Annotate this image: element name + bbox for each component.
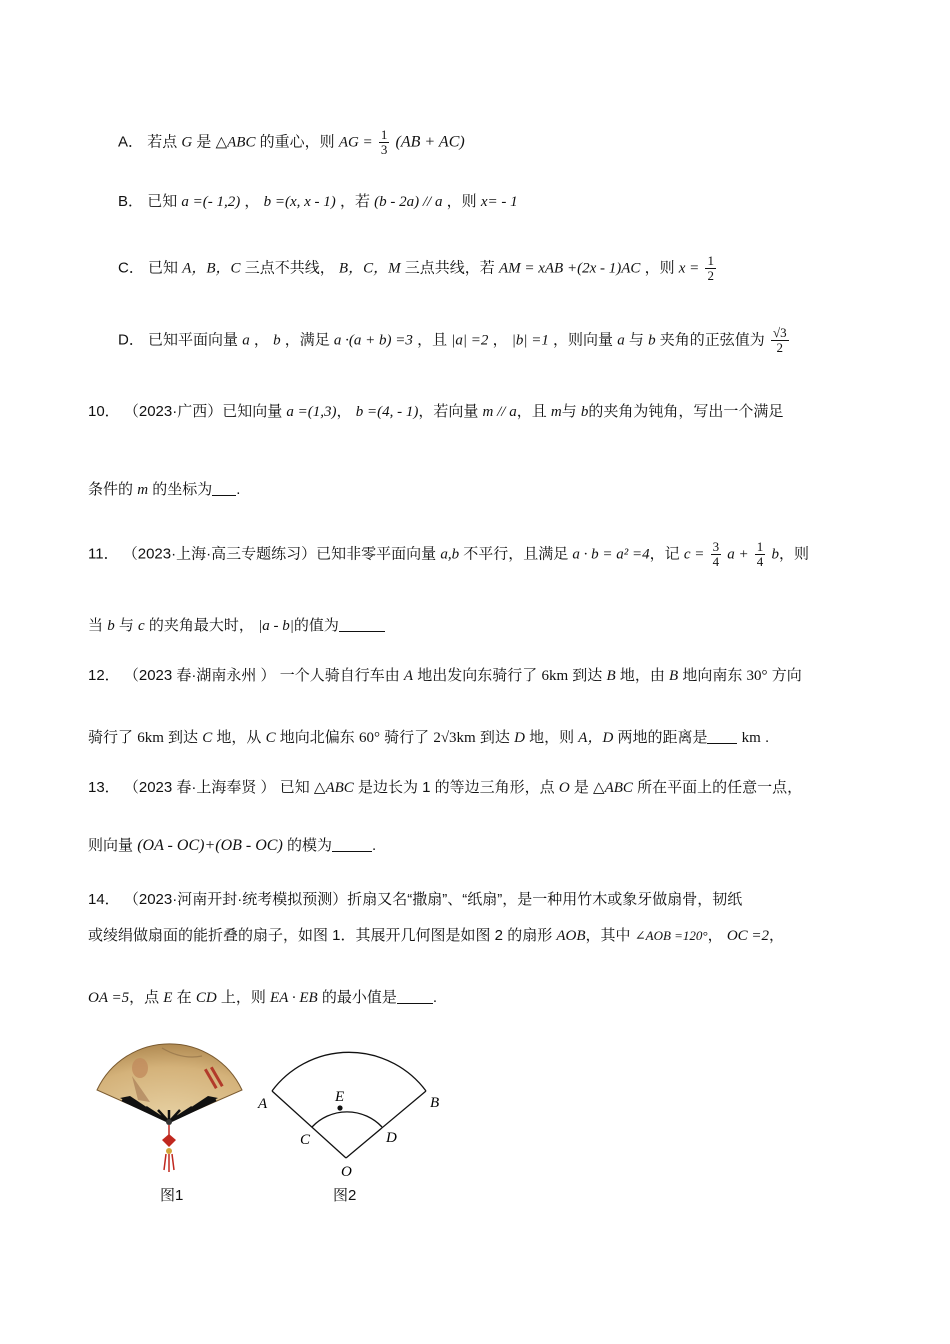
text: 所在平面上的任意一点， bbox=[637, 779, 803, 796]
text: 到达 bbox=[479, 729, 510, 746]
math-var: b bbox=[580, 404, 589, 420]
text: ， bbox=[492, 331, 508, 349]
fraction bbox=[771, 326, 789, 355]
text: 已知 bbox=[148, 259, 179, 277]
option-label: C． bbox=[118, 259, 144, 277]
question-10-line-2 bbox=[88, 478, 240, 499]
frac-num: 1 bbox=[707, 253, 714, 268]
math-unit: km bbox=[741, 730, 761, 746]
frac-num: √3 bbox=[772, 325, 787, 340]
text: ， bbox=[769, 927, 785, 944]
math-expr: |a| =2 bbox=[451, 332, 489, 349]
text: 地出发向东骑行了 bbox=[417, 667, 538, 684]
math-expr: 30° bbox=[746, 668, 768, 684]
answer-blank[interactable] bbox=[339, 617, 385, 632]
math-var: C bbox=[202, 730, 213, 746]
folding-fan-image bbox=[92, 1030, 247, 1175]
text: 的最小值是 bbox=[321, 989, 397, 1006]
question-13-line-2 bbox=[88, 834, 376, 855]
math-expr: EA · EB bbox=[270, 990, 318, 1006]
text: 一个人骑自行车由 bbox=[279, 667, 400, 684]
text: 当 bbox=[88, 617, 104, 634]
math-expr: AOB bbox=[556, 928, 586, 944]
math-expr: △ABC bbox=[593, 780, 633, 796]
math-expr: OA =5 bbox=[88, 990, 130, 1006]
math-var: O bbox=[558, 780, 570, 796]
question-source: （2023·上海·高三专题练习） bbox=[122, 545, 317, 563]
question-14-line-1 bbox=[88, 888, 742, 909]
text: 上，则 bbox=[220, 989, 266, 1006]
math-expr: b =(x, x - 1) bbox=[263, 194, 336, 210]
math-expr: ∠AOB =120° bbox=[634, 928, 708, 943]
text: ，若向量 bbox=[418, 403, 479, 420]
frac-num: 3 bbox=[712, 539, 720, 554]
math-var: C bbox=[265, 730, 276, 746]
text: ， bbox=[336, 403, 352, 420]
math-expr: AM = xAB +(2x - 1)AC bbox=[498, 260, 641, 277]
answer-blank[interactable] bbox=[707, 729, 737, 744]
text: 地，由 bbox=[619, 667, 665, 684]
text: 夹角的正弦值为 bbox=[659, 331, 765, 349]
question-12-line-2 bbox=[88, 726, 769, 747]
segment-ob bbox=[346, 1091, 426, 1158]
text: ，点 bbox=[129, 989, 160, 1006]
text: ， bbox=[253, 331, 269, 349]
math-expr: a =(- 1,2) bbox=[181, 194, 241, 210]
text: 地向南东 bbox=[682, 667, 743, 684]
frac-den: 4 bbox=[712, 554, 720, 569]
math-expr: A，D bbox=[578, 730, 614, 746]
math-expr: OC =2 bbox=[726, 928, 770, 944]
question-source: （2023 春·上海奉贤 ） bbox=[123, 779, 276, 796]
text: 不平行，且满足 bbox=[463, 545, 569, 563]
text: 或绫绢做扇面的能折叠的扇子，如图 1．其展开几何图是如图 2 的扇形 bbox=[88, 927, 553, 944]
math-var: B bbox=[606, 668, 616, 684]
text: ，则向量 bbox=[553, 331, 614, 349]
question-11-line-2 bbox=[88, 614, 385, 635]
math-expr: 6km bbox=[137, 730, 164, 746]
text: ，且 bbox=[516, 403, 547, 420]
text: . bbox=[236, 481, 241, 498]
text: ，则 bbox=[778, 545, 809, 563]
math-var: b bbox=[107, 618, 115, 634]
question-number: 10． bbox=[88, 403, 120, 420]
math-var: b bbox=[648, 332, 656, 349]
text: 在 bbox=[176, 989, 192, 1006]
answer-blank[interactable] bbox=[397, 989, 433, 1004]
label-c: C bbox=[300, 1132, 311, 1148]
text: 到达 bbox=[572, 667, 603, 684]
frac-den: 4 bbox=[756, 554, 764, 569]
text: 与 bbox=[628, 331, 644, 349]
text: ，且 bbox=[417, 331, 448, 349]
option-c bbox=[118, 254, 718, 283]
text: 地，从 bbox=[216, 729, 262, 746]
text: . bbox=[371, 837, 377, 854]
text: 与 bbox=[561, 403, 577, 420]
answer-blank[interactable] bbox=[332, 837, 372, 852]
math-expr: △ABC bbox=[215, 134, 256, 151]
text: 的夹角最大时， bbox=[148, 617, 254, 634]
math-expr: AG = bbox=[338, 134, 373, 151]
question-number: 11． bbox=[88, 545, 119, 563]
point-e bbox=[337, 1105, 342, 1110]
text: 骑行了 bbox=[88, 729, 134, 746]
math-expr: A，B，C bbox=[182, 260, 241, 277]
math-expr: a ·(a + b) =3 bbox=[333, 332, 413, 349]
option-a bbox=[118, 128, 465, 157]
question-source: （2023 春·湖南永州 ） bbox=[123, 667, 276, 684]
frac-den: 2 bbox=[707, 268, 714, 283]
math-expr: |b| =1 bbox=[511, 332, 549, 349]
frac-num: 1 bbox=[380, 127, 388, 142]
text: . bbox=[432, 989, 438, 1006]
question-14-line-2 bbox=[88, 924, 784, 945]
math-var: a bbox=[617, 332, 625, 349]
frac-den: 3 bbox=[380, 142, 388, 157]
math-var: b bbox=[273, 332, 281, 349]
question-12-line-1 bbox=[88, 664, 802, 685]
text: 若点 bbox=[147, 133, 178, 151]
text: 是 bbox=[573, 779, 589, 796]
label-d: D bbox=[386, 1130, 397, 1146]
text: 地向北偏东 bbox=[279, 729, 355, 746]
math-expr: b =(4, - 1) bbox=[355, 404, 419, 420]
question-number: 14． bbox=[88, 891, 120, 908]
frac-den: 2 bbox=[776, 340, 784, 355]
math-expr: |a - b| bbox=[258, 618, 294, 634]
fraction bbox=[711, 540, 722, 569]
math-expr: (AB + AC) bbox=[395, 133, 465, 151]
text: 已知向量 bbox=[222, 403, 283, 420]
text: 三点共线，若 bbox=[404, 259, 495, 277]
math-expr: (OA - OC)+(OB - OC) bbox=[137, 837, 283, 854]
frac-num: 1 bbox=[756, 539, 764, 554]
text: 已知 bbox=[147, 193, 178, 210]
text: 已知 bbox=[279, 779, 310, 796]
fraction bbox=[379, 128, 390, 157]
math-expr: 6km bbox=[541, 668, 569, 684]
text: . bbox=[765, 729, 770, 746]
math-expr: a + bbox=[727, 546, 749, 563]
text: 到达 bbox=[168, 729, 199, 746]
text: ，则 bbox=[644, 259, 675, 277]
text: 条件的 bbox=[88, 481, 134, 498]
math-var: B bbox=[669, 668, 679, 684]
math-var: D bbox=[514, 730, 525, 746]
text: 折扇又名“撒扇”、“纸扇”，是一种用竹木或象牙做扇骨，韧纸 bbox=[347, 891, 743, 908]
label-e: E bbox=[335, 1089, 345, 1105]
text: 的夹角为钝角，写出一个满足 bbox=[588, 403, 784, 420]
math-expr: x = bbox=[678, 260, 700, 277]
label-b: B bbox=[430, 1095, 440, 1111]
text: ，满足 bbox=[284, 331, 330, 349]
text: 的值为 bbox=[293, 617, 339, 634]
text: ，则 bbox=[446, 193, 477, 210]
math-var: m bbox=[550, 404, 562, 420]
question-13-line-1 bbox=[88, 776, 802, 797]
text: ， bbox=[244, 193, 260, 210]
math-var: a bbox=[242, 332, 250, 349]
math-expr: a =(1,3) bbox=[286, 404, 337, 420]
inner-arc bbox=[312, 1112, 382, 1127]
question-11-line-1 bbox=[88, 540, 809, 569]
math-var: E bbox=[163, 990, 173, 1006]
option-label: D． bbox=[118, 331, 144, 349]
option-label: A． bbox=[118, 133, 144, 151]
text: ， bbox=[707, 927, 723, 944]
fraction bbox=[705, 254, 716, 283]
math-var: A bbox=[403, 668, 414, 684]
question-10-line-1 bbox=[88, 400, 783, 421]
math-expr: △ABC bbox=[313, 780, 354, 796]
figure-1-caption: 图1 bbox=[160, 1187, 184, 1204]
math-var: G bbox=[181, 134, 193, 151]
text: 方向 bbox=[771, 667, 802, 684]
answer-blank[interactable] bbox=[212, 481, 236, 496]
question-14-line-3 bbox=[88, 986, 437, 1007]
math-var: b bbox=[771, 546, 779, 563]
math-var: c bbox=[138, 618, 145, 634]
math-expr: B，C，M bbox=[338, 260, 401, 277]
question-source: （2023·广西） bbox=[123, 403, 223, 420]
text: 已知平面向量 bbox=[148, 331, 239, 349]
question-number: 13． bbox=[88, 779, 120, 796]
math-expr: CD bbox=[195, 990, 217, 1006]
text: 的模为 bbox=[286, 837, 332, 854]
option-d bbox=[118, 326, 791, 355]
option-b bbox=[118, 190, 518, 211]
text: 与 bbox=[118, 617, 134, 634]
math-expr: 60° bbox=[358, 730, 380, 746]
math-var: m bbox=[137, 482, 149, 498]
text: 的重心，则 bbox=[259, 133, 335, 151]
text: 三点不共线， bbox=[244, 259, 335, 277]
math-expr: a,b bbox=[440, 546, 460, 563]
text: 骑行了 bbox=[384, 729, 430, 746]
figure-2-caption: 图2 bbox=[333, 1187, 357, 1204]
text: 已知非零平面向量 bbox=[316, 545, 437, 563]
text: 则向量 bbox=[88, 837, 134, 854]
text: 是边长为 1 的等边三角形，点 bbox=[357, 779, 555, 796]
text: 的坐标为 bbox=[152, 481, 213, 498]
text: ，其中 bbox=[585, 927, 631, 944]
math-expr: x= - 1 bbox=[480, 194, 518, 210]
option-label: B． bbox=[118, 193, 144, 210]
text: ，若 bbox=[339, 193, 370, 210]
sector-diagram bbox=[250, 1020, 450, 1180]
text: 是 bbox=[196, 133, 212, 151]
math-expr: c = bbox=[683, 546, 705, 563]
text: 地，则 bbox=[529, 729, 575, 746]
question-source: （2023·河南开封·统考模拟预测） bbox=[123, 891, 348, 908]
fraction bbox=[755, 540, 766, 569]
math-expr: m // a bbox=[482, 404, 517, 420]
text: ，记 bbox=[649, 545, 680, 563]
outer-arc bbox=[272, 1052, 426, 1091]
label-o: O bbox=[341, 1164, 352, 1180]
question-number: 12． bbox=[88, 667, 120, 684]
math-expr: (b - 2a) // a bbox=[374, 194, 443, 210]
label-a: A bbox=[258, 1096, 268, 1112]
math-expr: a · b = a² =4 bbox=[572, 546, 650, 563]
math-expr: 2√3km bbox=[433, 730, 476, 746]
text: 两地的距离是 bbox=[617, 729, 708, 746]
